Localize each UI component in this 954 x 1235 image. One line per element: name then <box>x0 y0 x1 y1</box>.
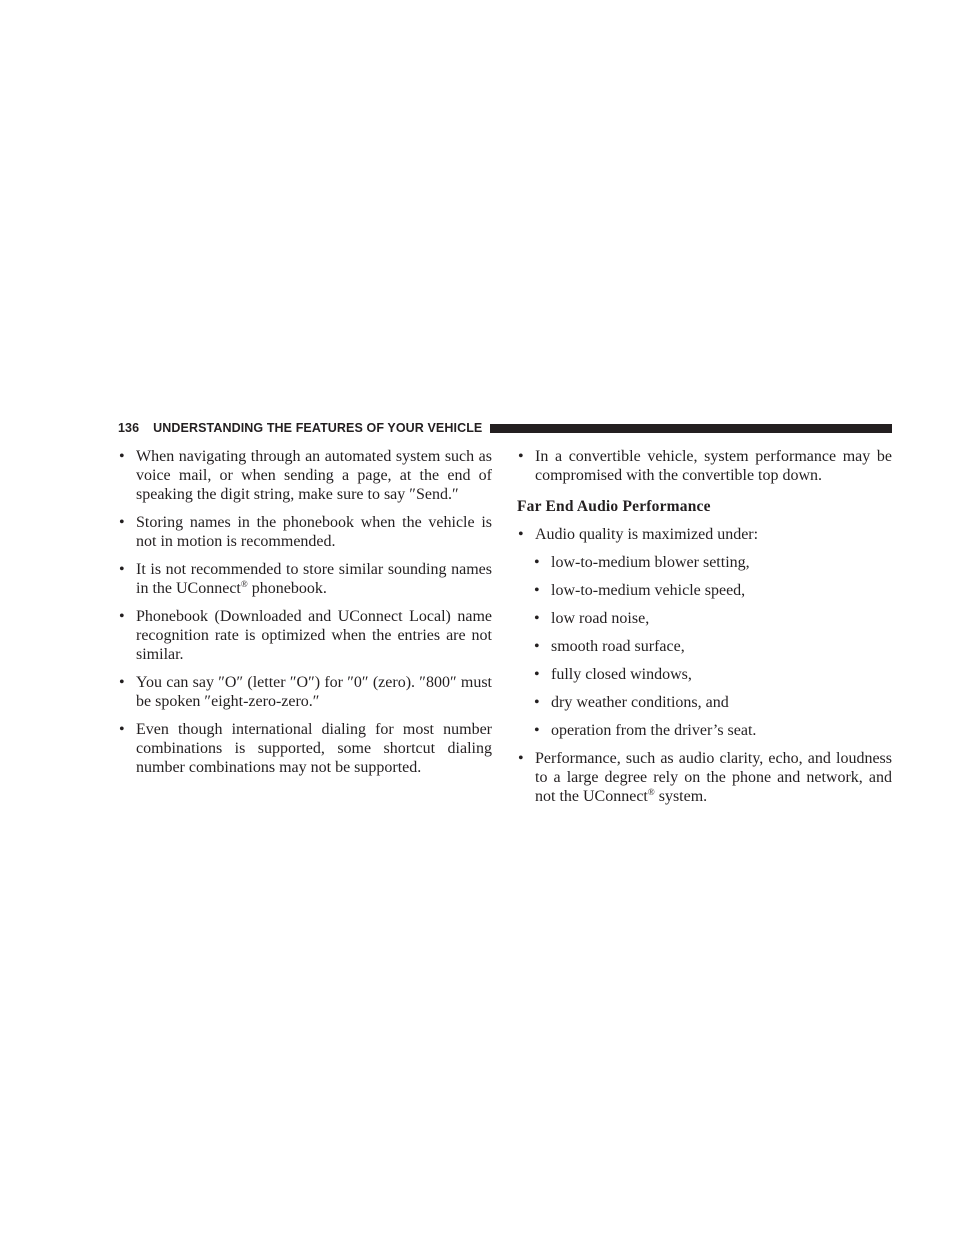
list-item <box>118 560 492 598</box>
list-item: • You can say ″O″ (letter ″O″) for ″0″ (zero). ″800″ must be spoken ″eight-zero-zero.″ <box>118 673 492 711</box>
list-item: • Even though international dialing for most number combinations is supported, some shortcut dialing number combinations may not be supported. <box>118 720 492 777</box>
section-heading: Far End Audio Performance <box>517 498 711 515</box>
list-item <box>517 749 892 806</box>
sub-list-item: • smooth road surface, <box>517 637 892 656</box>
left-column <box>118 447 492 786</box>
convertible-list <box>517 447 892 485</box>
section-title: UNDERSTANDING THE FEATURES OF YOUR VEHICLE <box>153 421 483 435</box>
item-text: system. <box>654 788 708 805</box>
item-text: phonebook. <box>247 580 327 597</box>
list-item: • Audio quality is maximized under: <box>517 525 892 544</box>
item-text: It is not recommended to store similar sounding names in the UConnect <box>136 561 492 597</box>
tips-list <box>118 447 492 777</box>
right-column <box>517 447 892 815</box>
registered-mark: ® <box>240 579 248 589</box>
page-header <box>118 419 892 437</box>
sub-list-item: • low road noise, <box>517 609 892 628</box>
sub-list-item: • operation from the driver’s seat. <box>517 721 892 740</box>
sub-list-item: • fully closed windows, <box>517 665 892 684</box>
page-number: 136 <box>118 421 140 435</box>
sub-list-item: • dry weather conditions, and <box>517 693 892 712</box>
list-item: • Phonebook (Downloaded and UConnect Local) name recognition rate is optimized when the entries are not similar. <box>118 607 492 664</box>
list-item: • Storing names in the phonebook when the vehicle is not in motion is recommended. <box>118 513 492 551</box>
registered-mark: ® <box>647 787 655 797</box>
header-rule <box>490 424 892 433</box>
sub-list-item: • low-to-medium vehicle speed, <box>517 581 892 600</box>
item-text: Performance, such as audio clarity, echo, and loudness to a large degree rely on the phone and network, and not the UConnect <box>535 750 892 805</box>
audio-list <box>517 525 892 806</box>
list-item: • When navigating through an automated system such as voice mail, or when sending a page, at the end of speaking the digit string, make sure to say ″Send.″ <box>118 447 492 504</box>
sub-list-item: • low-to-medium blower setting, <box>517 553 892 572</box>
list-item: • In a convertible vehicle, system performance may be compromised with the convertible top down. <box>517 447 892 485</box>
